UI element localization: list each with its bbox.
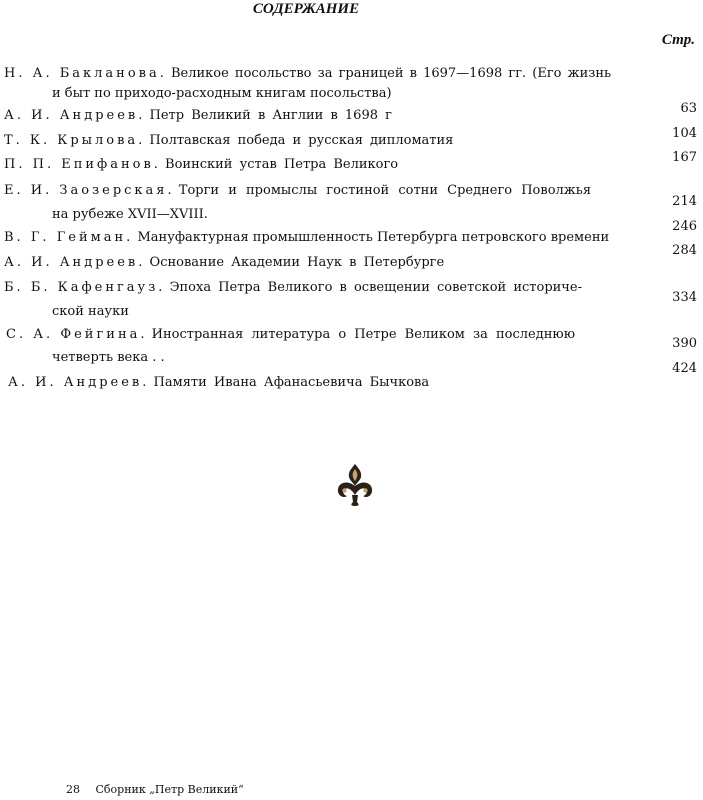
page-number: 167 — [672, 150, 697, 165]
page-number: 284 — [672, 243, 697, 258]
entry-title-continuation: на рубеже XVII—XVIII. — [52, 207, 208, 222]
toc-entry-6 — [4, 230, 609, 246]
toc-title: СОДЕРЖАНИЕ — [252, 1, 360, 17]
entry-title-line: Великое посольство за границей в 1697—1698 гг. (Его жизнь — [170, 66, 612, 81]
signature-mark: 28 — [66, 783, 80, 796]
toc-entry-5 — [4, 183, 591, 199]
page-number: 63 — [680, 101, 697, 116]
entry-title-continuation: ской науки — [52, 304, 129, 319]
page-number: 246 — [672, 219, 697, 234]
pages-header: Стр. — [661, 32, 695, 48]
toc-entry-2 — [4, 108, 392, 124]
toc-entry-4 — [4, 157, 398, 173]
entry-title-line: Петр Великий в Англии в 1698 г — [149, 108, 392, 123]
entry-title-line: Торги и промыслы гостиной сотни Среднего Поволжья — [178, 183, 592, 198]
toc-entry-9 — [6, 327, 575, 343]
toc-entry-1 — [4, 66, 611, 82]
entry-author: Е. И. Заозерская. — [4, 183, 175, 198]
toc-entry-8 — [4, 280, 582, 296]
entry-author: А. И. Андреев. — [4, 255, 146, 270]
page-number: 104 — [672, 126, 697, 141]
toc-entry-7 — [4, 255, 444, 271]
page-number: 214 — [672, 194, 697, 209]
entry-title-line: Основание Академии Наук в Петербурге — [149, 255, 445, 270]
entry-title-line: Иностранная литература о Петре Великом за последнюю — [151, 327, 576, 342]
entry-author: А. И. Андреев. — [4, 108, 146, 123]
entry-title-line: Памяти Ивана Афанасьевича Бычкова — [153, 375, 430, 390]
page-number: 334 — [672, 290, 697, 305]
entry-title-line: Эпоха Петра Великого в освещении советской историче- — [169, 280, 582, 295]
entry-author: П. П. Епифанов. — [4, 157, 161, 172]
entry-author: С. А. Фейгина. — [6, 327, 148, 342]
entry-title-line: Воинский устав Петра Великого — [165, 157, 399, 172]
page-number: 390 — [672, 336, 697, 351]
entry-title-line: Полтавская победа и русская дипломатия — [149, 133, 454, 148]
toc-entry-10 — [8, 375, 429, 391]
entry-title-continuation: и быт по приходо-расходным книгам посольства) — [52, 86, 392, 101]
book-title: Сборник „Петр Великий“ — [95, 783, 244, 796]
fleur-ornament-icon — [334, 462, 376, 508]
entry-author: А. И. Андреев. — [8, 375, 150, 390]
entry-author: Т. К. Крылова. — [4, 133, 146, 148]
entry-title-line: Мануфактурная промышленность Петербурга петровского времени — [137, 230, 610, 245]
entry-author: Б. Б. Кафенгауз. — [4, 280, 166, 295]
page-footer — [66, 783, 244, 797]
toc-entry-3 — [4, 133, 453, 149]
entry-title-continuation: четверть века . . — [52, 350, 165, 365]
entry-author: В. Г. Гейман. — [4, 230, 134, 245]
page-number: 424 — [672, 361, 697, 376]
entry-author: Н. А. Бакланова. — [4, 66, 167, 81]
